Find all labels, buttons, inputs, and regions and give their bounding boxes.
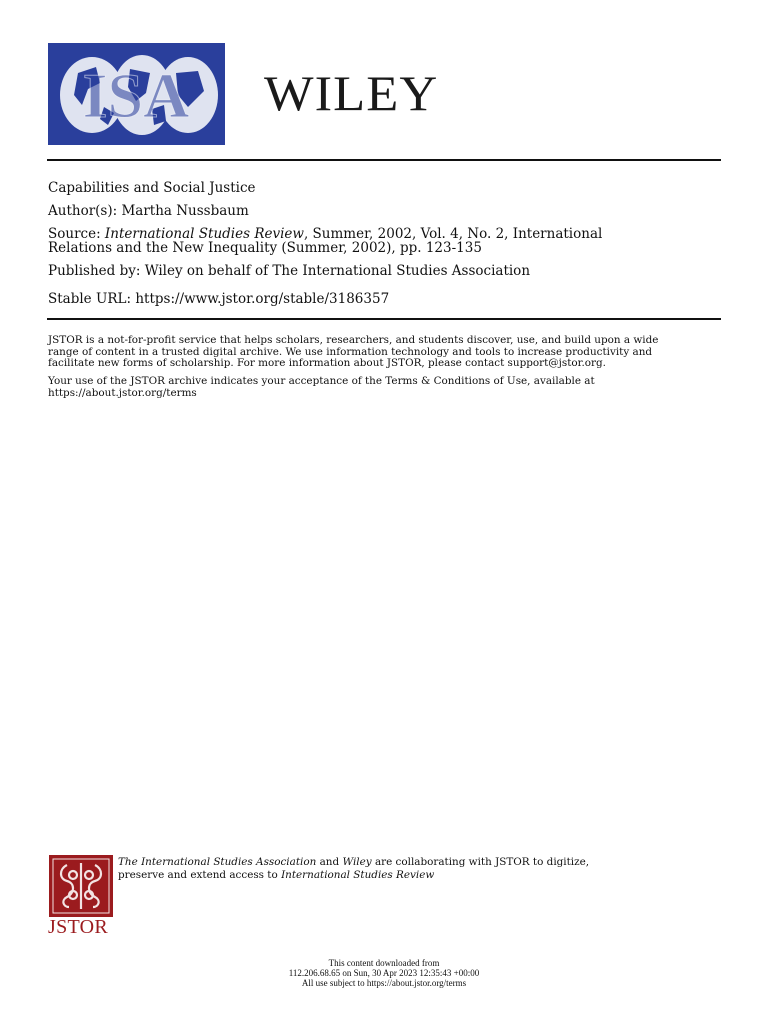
source-journal: International Studies Review bbox=[104, 226, 304, 242]
top-divider bbox=[47, 159, 721, 161]
wiley-logo bbox=[264, 65, 439, 121]
jstor-wordmark: JSTOR bbox=[48, 916, 109, 938]
stable-url: Stable URL: https://www.jstor.org/stable/3186357 bbox=[48, 291, 390, 307]
stable-url-link[interactable]: https://www.jstor.org/stable/3186357 bbox=[135, 291, 390, 307]
jstor-notice: JSTOR is a not-for-profit service that helps scholars, researchers, and students discover, use, and build upon a wide range of content in a trusted digital archive. We use information technology and tools to increase productivity and facilitate new forms of scholarship. For more information about JSTOR, please contact support@jstor.org. bbox=[48, 334, 659, 369]
article-title: Capabilities and Social Justice bbox=[48, 180, 256, 196]
collaboration-statement: The International Studies Association and Wiley are collaborating with JSTOR to digitize, preserve and extend access to International Studies Review bbox=[118, 856, 590, 881]
isa-logo-text: ISA bbox=[82, 60, 190, 131]
download-footer: This content downloaded from 112.206.68.65 on Sun, 30 Apr 2023 12:35:43 +00:00 All use subject to https://about.jstor.org/terms bbox=[288, 958, 480, 988]
jstor-logo-icon bbox=[49, 855, 113, 917]
isa-logo-icon bbox=[48, 43, 225, 145]
bottom-divider bbox=[47, 318, 721, 320]
article-publisher: Published by: Wiley on behalf of The International Studies Association bbox=[48, 263, 531, 279]
article-source: Source: International Studies Review, Summer, 2002, Vol. 4, No. 2, International Relations and the New Inequality (Summer, 2002), pp. 123-135 bbox=[48, 226, 603, 256]
terms-notice: Your use of the JSTOR archive indicates your acceptance of the Terms & Conditions of Use, available at https://about.jstor.org/terms bbox=[48, 375, 595, 399]
terms-link[interactable]: https://about.jstor.org/terms bbox=[48, 386, 197, 399]
article-author: Author(s): Martha Nussbaum bbox=[48, 203, 249, 219]
wiley-logo-text: WILEY bbox=[264, 65, 439, 121]
